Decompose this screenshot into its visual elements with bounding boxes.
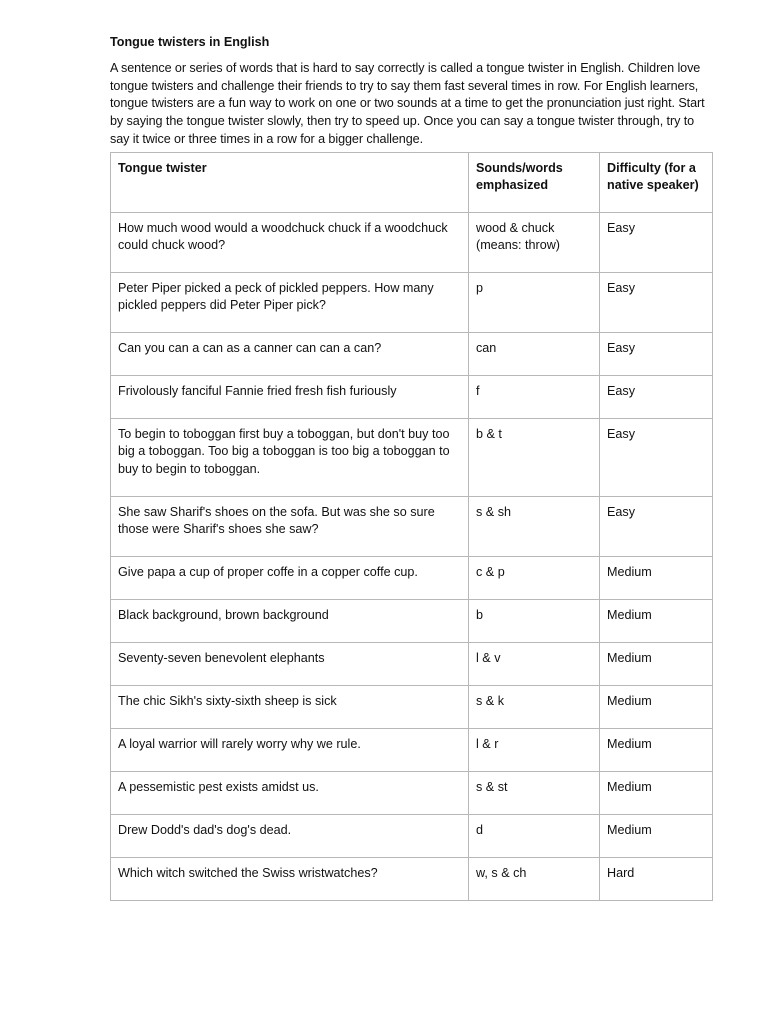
twister-cell: Black background, brown background [111,599,469,642]
header-tongue-twister: Tongue twister [111,152,469,212]
twister-cell: Drew Dodd's dad's dog's dead. [111,814,469,857]
difficulty-cell: Hard [600,857,713,900]
difficulty-cell: Medium [600,685,713,728]
document-title: Tongue twisters in English [110,35,270,49]
twister-cell: She saw Sharif's shoes on the sofa. But was she so sure those were Sharif's shoes she saw? [111,496,469,556]
sounds-cell: wood & chuck (means: throw) [469,212,600,272]
table-header-row [111,152,713,212]
table-row [111,728,713,771]
header-sounds-words: Sounds/words emphasized [469,152,600,212]
header-difficulty: Difficulty (for a native speaker) [600,152,713,212]
sounds-cell: b & t [469,418,600,496]
table-row [111,556,713,599]
table-row [111,418,713,496]
sounds-cell: d [469,814,600,857]
difficulty-cell: Easy [600,418,713,496]
sounds-cell: f [469,375,600,418]
difficulty-cell: Easy [600,272,713,332]
sounds-cell: l & v [469,642,600,685]
table-row [111,332,713,375]
sounds-cell: s & st [469,771,600,814]
document-page [110,34,712,901]
table-row [111,375,713,418]
twister-cell: How much wood would a woodchuck chuck if a woodchuck could chuck wood? [111,212,469,272]
table-row [111,857,713,900]
difficulty-cell: Medium [600,642,713,685]
difficulty-cell: Medium [600,556,713,599]
sounds-cell: c & p [469,556,600,599]
twister-cell: Peter Piper picked a peck of pickled peppers. How many pickled peppers did Peter Piper pick? [111,272,469,332]
sounds-cell: w, s & ch [469,857,600,900]
table-row [111,496,713,556]
table-row [111,599,713,642]
sounds-cell: b [469,599,600,642]
sounds-cell: s & k [469,685,600,728]
table-row [111,771,713,814]
tongue-twister-table [110,152,713,901]
table-row [111,642,713,685]
sounds-cell: p [469,272,600,332]
difficulty-cell: Medium [600,814,713,857]
difficulty-cell: Easy [600,212,713,272]
difficulty-cell: Easy [600,332,713,375]
difficulty-cell: Medium [600,771,713,814]
table-row [111,212,713,272]
twister-cell: A loyal warrior will rarely worry why we rule. [111,728,469,771]
twister-cell: The chic Sikh's sixty-sixth sheep is sick [111,685,469,728]
table-row [111,814,713,857]
twister-cell: Seventy-seven benevolent elephants [111,642,469,685]
twister-cell: Which witch switched the Swiss wristwatches? [111,857,469,900]
table-row [111,272,713,332]
twister-cell: Can you can a can as a canner can can a can? [111,332,469,375]
sounds-cell: can [469,332,600,375]
intro-paragraph: A sentence or series of words that is hard to say correctly is called a tongue twister in English. Children love tongue twisters and challenge their friends to try to say them fast several times in row. For English learners, tongue twisters are a fun way to work on one or two sounds at a time to get the pronunciation just right. Start by saying the tongue twister slowly, then try to speed up. Once you can say a tongue twister through, try to say it twice or three times in a row for a bigger challenge. [110,61,705,146]
sounds-cell: l & r [469,728,600,771]
sounds-cell: s & sh [469,496,600,556]
difficulty-cell: Easy [600,375,713,418]
difficulty-cell: Medium [600,728,713,771]
twister-cell: A pessemistic pest exists amidst us. [111,771,469,814]
twister-cell: Frivolously fanciful Fannie fried fresh fish furiously [111,375,469,418]
difficulty-cell: Easy [600,496,713,556]
table-row [111,685,713,728]
twister-cell: Give papa a cup of proper coffe in a copper coffe cup. [111,556,469,599]
twister-cell: To begin to toboggan first buy a toboggan, but don't buy too big a toboggan. Too big a toboggan is too big a toboggan to buy to begin to toboggan. [111,418,469,496]
difficulty-cell: Medium [600,599,713,642]
